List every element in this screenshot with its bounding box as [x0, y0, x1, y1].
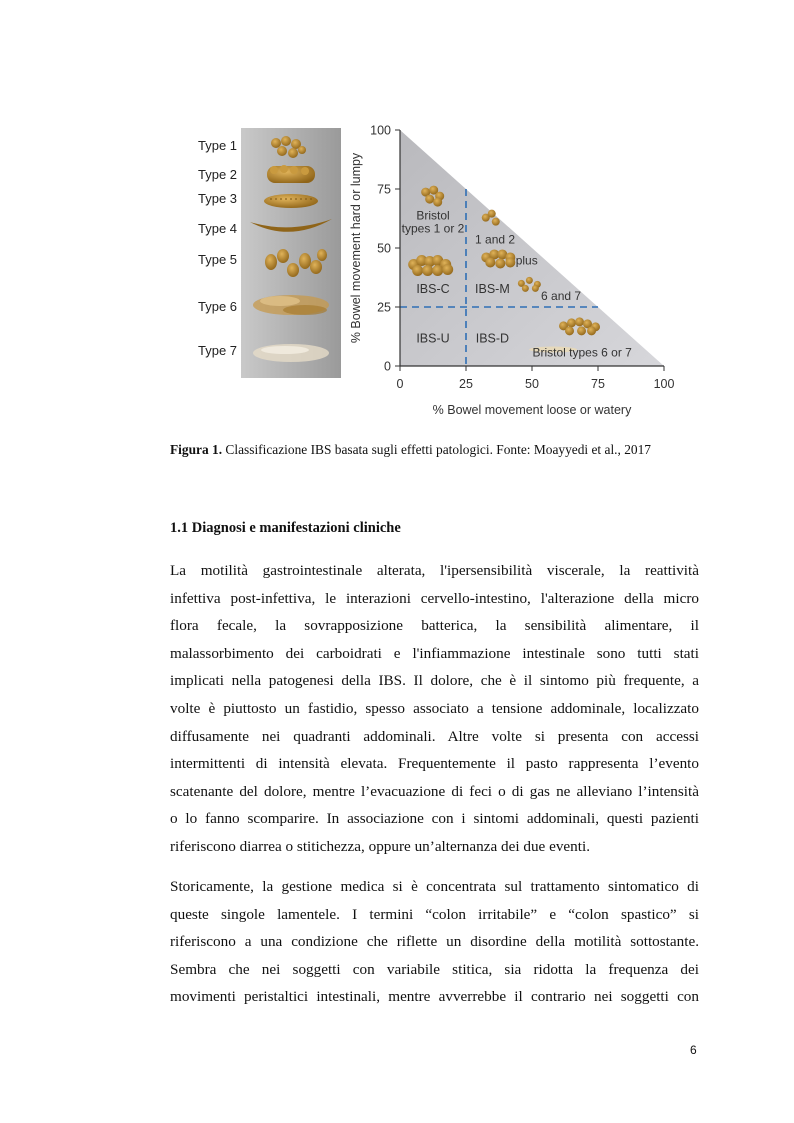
region-label: IBS-U	[416, 331, 450, 346]
x-tick-label: 25	[459, 377, 473, 391]
y-tick-label: 75	[377, 182, 391, 197]
x-tick-label: 0	[396, 377, 404, 391]
text-line: volte è piuttosto un fastidio, spesso associato a tensione addominale, localizzato	[170, 699, 699, 717]
caption-text: Classificazione IBS basata sugli effetti patologici. Fonte: Moayyedi et al., 2017	[222, 442, 651, 457]
x-tick-label: 100	[653, 377, 675, 391]
stool-type-label: Type 7	[198, 343, 238, 358]
ibs-subtype-chart	[349, 124, 674, 418]
text-line: flora fecale, la sovrapposizione batterica, la sensibilità alimentare, il	[170, 617, 699, 635]
text-line: movimenti peristaltici intestinali, mentre avverrebbe il contrario nei soggetti con	[170, 988, 699, 1006]
stool-type-7-icon	[253, 344, 329, 362]
y-axis-label: % Bowel movement hard or lumpy	[349, 152, 363, 344]
text-line: Sembra che nei soggetti con variabile stitica, sia ridotta la frequenza dei	[170, 960, 699, 978]
text-line: diffusamente nei quadranti addominali. Altre volte si presenta con accessi	[170, 727, 699, 745]
caption-label: Figura 1.	[170, 442, 223, 457]
region-label: IBS-D	[475, 331, 510, 346]
text-line: scatenante del dolore, mentre l’evacuazione di feci o di gas ne alleviano l’intensità	[170, 782, 699, 800]
text-line: implicati nella patogenesi della IBS. Il dolore, che è il sintomo più frequente, a	[170, 672, 699, 690]
stool-type-3-icon	[264, 194, 318, 208]
text-line: o lo fanno scomparire. In associazione con i sintomi addominali, questi pazienti	[170, 810, 699, 828]
text-line: riferiscono a una condizione che riflette un disordine della motilità sottostante.	[170, 933, 699, 951]
stool-type-label: Type 4	[198, 221, 238, 236]
stool-type-label: Type 6	[198, 299, 238, 314]
y-tick-label: 100	[370, 123, 391, 138]
stool-type-label: Type 2	[198, 167, 238, 182]
paragraph-2	[170, 873, 699, 1011]
y-tick-label: 0	[384, 359, 391, 374]
stool-type-6-icon	[253, 295, 329, 315]
text-line: La motilità gastrointestinale alterata, l'ipersensibilità viscerale, la reattività	[170, 562, 699, 579]
section-title: 1.1 Diagnosi e manifestazioni cliniche	[170, 520, 401, 536]
text-line: riferiscono diarrea o stitichezza, oppure un’alternanza dei due eventi.	[170, 837, 590, 855]
text-line: Storicamente, la gestione medica si è concentrata sul trattamento sintomatico di	[170, 878, 699, 895]
chart-annotation: 6 and 7	[541, 288, 582, 303]
stool-type-label: Type 5	[198, 252, 238, 267]
x-tick-label: 75	[591, 377, 605, 391]
page-number: 6	[690, 1043, 697, 1057]
chart-annotation: Bristol	[416, 208, 450, 223]
chart-annotation: types 1 or 2	[401, 221, 465, 236]
stool-type-label: Type 1	[198, 138, 238, 153]
text-line: malassorbimento dei carboidrati e l'infiammazione intestinale sono tutti stati	[170, 644, 699, 662]
stool-type-label: Type 3	[198, 191, 238, 206]
region-label: IBS-M	[475, 281, 510, 296]
y-tick-label: 50	[377, 241, 391, 256]
x-tick-label: 50	[525, 377, 539, 391]
x-axis-label: % Bowel movement loose or watery	[432, 403, 632, 417]
stool-type-2-icon	[267, 165, 315, 183]
chart-annotation: plus	[515, 253, 538, 268]
chart-annotation: 1 and 2	[475, 232, 516, 247]
figure-graphic	[190, 115, 680, 430]
figure-ibs-classification	[190, 115, 680, 430]
region-label: IBS-C	[416, 281, 450, 296]
y-tick-label: 25	[377, 300, 391, 315]
text-line: intermittenti di intensità elevata. Frequentemente il pasto rappresenta l’evento	[170, 755, 699, 773]
figure-caption	[170, 441, 730, 459]
text-line: queste singole lamentele. I termini “colon irritabile” e “colon spastico” si	[170, 905, 699, 923]
bristol-type-labels	[198, 138, 237, 358]
text-line: infettiva post-infettiva, le interazioni cervello-intestino, l'alterazione della micro	[170, 589, 699, 607]
chart-annotation: Bristol types 6 or 7	[532, 345, 632, 360]
paragraph-1	[170, 557, 699, 861]
